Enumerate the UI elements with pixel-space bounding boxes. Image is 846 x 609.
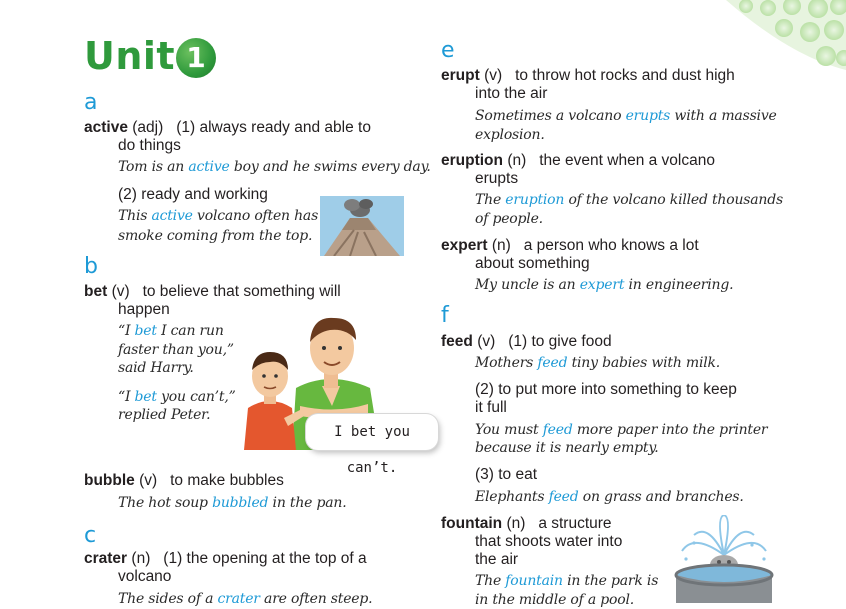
entry-eruption-headword	[441, 152, 715, 170]
example-text: more paper into the printer	[572, 422, 768, 438]
definition: always ready and able to	[199, 119, 371, 136]
section-letter-b: b	[84, 254, 98, 279]
definition: a structure	[538, 515, 612, 532]
highlighted-word: erupts	[625, 108, 671, 124]
highlighted-word: eruption	[505, 192, 565, 208]
example-sentence-continuation: because it is nearly empty.	[475, 440, 659, 456]
definition-continuation: the air	[475, 551, 519, 568]
highlighted-word: crater	[217, 591, 260, 607]
example-text: My uncle is an	[475, 277, 580, 293]
definition: (1) to give food	[508, 333, 612, 350]
example-text: Tom is an	[118, 159, 189, 175]
highlighted-word: fountain	[505, 573, 563, 589]
example-text: boy and he swims every day.	[229, 159, 431, 175]
part-of-speech: (v)	[139, 472, 158, 489]
example-text: volcano often has	[192, 208, 319, 224]
part-of-speech: (v)	[477, 333, 496, 350]
definition-continuation: do things	[118, 137, 181, 154]
section-letter-a: a	[84, 90, 98, 115]
example-sentence-continuation: explosion.	[475, 127, 545, 143]
example-sentence	[118, 322, 224, 340]
headword: crater	[84, 550, 128, 567]
fountain-illustration	[664, 515, 784, 603]
example-text: Mothers	[475, 355, 538, 371]
entry-erupt-headword	[441, 67, 735, 85]
example-text: “I	[118, 389, 135, 405]
example-sentence	[475, 191, 783, 209]
definition: the event when a volcano	[539, 152, 715, 169]
headword: bubble	[84, 472, 135, 489]
definition: a person who knows a lot	[523, 237, 699, 254]
highlighted-word: feed	[548, 489, 579, 505]
entry-fountain-headword	[441, 515, 612, 533]
example-sentence	[118, 590, 372, 608]
definition-continuation: volcano	[118, 568, 172, 585]
headword: eruption	[441, 152, 503, 169]
entry-bubble-headword	[84, 472, 284, 490]
example-sentence	[475, 107, 777, 125]
example-text: on grass and branches.	[578, 489, 744, 505]
example-text: The sides of a	[118, 591, 218, 607]
highlighted-word: bubbled	[212, 495, 269, 511]
definition: to throw hot rocks and dust high	[515, 67, 735, 84]
example-text: You must	[475, 422, 543, 438]
section-letter-f: f	[441, 303, 449, 328]
section-letter-c: c	[84, 523, 97, 548]
example-sentence	[475, 421, 767, 439]
example-text: Sometimes a volcano	[475, 108, 626, 124]
example-sentence-continuation: replied Peter.	[118, 407, 211, 423]
sense-number: (1)	[176, 119, 196, 136]
definition-continuation: happen	[118, 301, 170, 318]
example-text: The	[475, 573, 506, 589]
entry-expert-headword	[441, 237, 699, 255]
part-of-speech: (v)	[484, 67, 503, 84]
definition-continuation: erupts	[475, 170, 519, 187]
entry-feed-headword	[441, 333, 612, 351]
part-of-speech: (n)	[507, 152, 527, 169]
volcano-illustration	[320, 196, 404, 256]
entry-crater-headword	[84, 550, 367, 568]
headword: erupt	[441, 67, 480, 84]
definition-continuation: it full	[475, 399, 507, 416]
example-sentence	[118, 494, 346, 512]
unit-number-badge: 1	[176, 38, 216, 78]
headword: expert	[441, 237, 488, 254]
sense-2-definition: (2) ready and working	[118, 186, 268, 203]
sense-3-definition: (3) to eat	[475, 466, 538, 483]
headword: feed	[441, 333, 473, 350]
entry-active-headword	[84, 119, 371, 137]
example-text: “I	[118, 323, 135, 339]
highlighted-word: feed	[542, 422, 573, 438]
example-sentence	[475, 572, 658, 590]
definition: (1) the opening at the top of a	[163, 550, 367, 567]
example-sentence-continuation: of people.	[475, 211, 543, 227]
definition: to believe that something will	[142, 283, 341, 300]
definition: to make bubbles	[170, 472, 284, 489]
highlighted-word: feed	[537, 355, 568, 371]
definition-continuation: about something	[475, 255, 590, 272]
example-text: in the park is	[562, 573, 659, 589]
speech-bubble: I bet you can’t.	[306, 414, 438, 450]
corner-dots-decoration	[726, 0, 846, 70]
headword: active	[84, 119, 128, 136]
example-sentence-continuation: said Harry.	[118, 360, 194, 376]
example-sentence	[118, 207, 318, 225]
highlighted-word: expert	[579, 277, 625, 293]
example-text: in the pan.	[268, 495, 347, 511]
example-sentence-continuation: smoke coming from the top.	[118, 228, 313, 244]
part-of-speech: (adj)	[132, 119, 164, 136]
example-text: This	[118, 208, 152, 224]
example-text: in engineering.	[624, 277, 734, 293]
part-of-speech: (n)	[506, 515, 526, 532]
example-text: The hot soup	[118, 495, 213, 511]
section-letter-e: e	[441, 38, 455, 63]
definition-continuation: into the air	[475, 85, 548, 102]
highlighted-word: bet	[134, 323, 157, 339]
example-text: The	[475, 192, 506, 208]
headword: fountain	[441, 515, 503, 532]
example-text: you can’t,”	[156, 389, 236, 405]
example-text: I can run	[156, 323, 224, 339]
example-text: with a massive	[670, 108, 777, 124]
part-of-speech: (n)	[131, 550, 151, 567]
part-of-speech: (v)	[111, 283, 130, 300]
highlighted-word: bet	[134, 389, 157, 405]
part-of-speech: (n)	[491, 237, 511, 254]
example-sentence	[475, 276, 733, 294]
unit-title: Unit	[84, 34, 176, 78]
entry-bet-headword	[84, 283, 341, 301]
example-sentence-continuation: faster than you,”	[118, 342, 234, 358]
highlighted-word: active	[188, 159, 230, 175]
example-sentence-continuation: in the middle of a pool.	[475, 592, 635, 608]
example-sentence	[118, 388, 236, 406]
highlighted-word: active	[151, 208, 193, 224]
definition-continuation: that shoots water into	[475, 533, 623, 550]
example-sentence	[118, 158, 431, 176]
example-text: Elephants	[475, 489, 549, 505]
example-sentence	[475, 354, 720, 372]
headword: bet	[84, 283, 108, 300]
example-text: are often steep.	[259, 591, 373, 607]
example-text: tiny babies with milk.	[567, 355, 721, 371]
example-sentence	[475, 488, 744, 506]
example-text: of the volcano killed thousands	[564, 192, 783, 208]
sense-2-definition: (2) to put more into something to keep	[475, 381, 737, 398]
